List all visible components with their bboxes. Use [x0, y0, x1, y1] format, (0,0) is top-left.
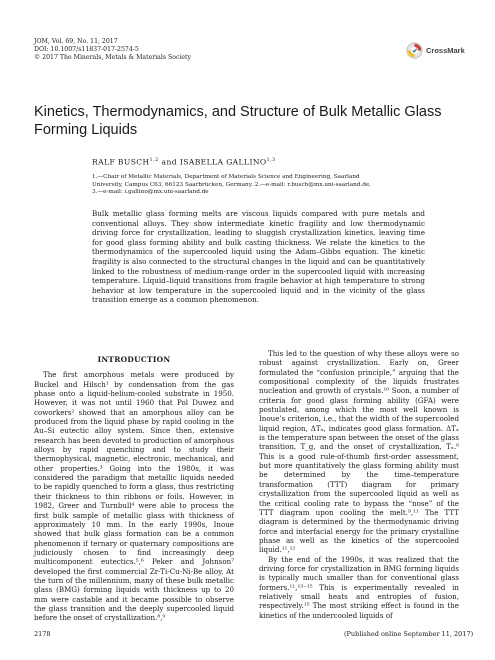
crossmark-label: CrossMark [426, 46, 465, 55]
author-line [92, 157, 276, 167]
crossmark-badge[interactable] [406, 42, 465, 59]
crossmark-icon [406, 42, 423, 59]
affiliation-line-1: 1.—Chair of Metallic Materials, Department of Materials Science and Engineering, Saarland [92, 174, 360, 180]
author-busch: RALF BUSCH [92, 157, 150, 167]
author-conjunction: and [158, 157, 180, 167]
intro-paragraph-2: This led to the question of why these alloys were so robust against crystallization. Early on, Greer formulated the “confusion principle,” arguing that the compositional complexity of the liquids frustrates nucleation and growth of crystals.¹⁰ Soon, a number of criteria for good glass forming ability (GFA) were postulated, among which the most well known is Inoue’s criterion, i.e., that the width of the supercooled liquid region, ΔTₓ, indicates good glass formation. ΔTₓ is the temperature span between the onset of the glass transition, T_g, and the onset of crystallization, Tₓ.⁸ This is a good rule-of-thumb first-order assessment, but more quantitatively the glass forming ability must be determined by the time–temperature transformation (TTT) diagram for primary crystallization from the supercooled liquid as well as the critical cooling rate to bypass the “nose” of the TTT diagram upon cooling the melt.⁹,¹¹ The TTT diagram is determined by the thermodynamic driving force and interfacial energy for the primary crystalline phase as well as the kinetics of the supercooled liquid.¹¹,¹² [259, 349, 459, 555]
publication-date: (Published online September 11, 2017) [344, 630, 474, 638]
article-title: Kinetics, Thermodynamics, and Structure of Bulk Metallic Glass Forming Liquids [34, 104, 442, 138]
intro-paragraph-1: The first amorphous metals were produced by Buckel and Hilsch¹ by condensation from the gas phase onto a liquid-helium-cooled substrate in 1950. However, it was not until 1960 that Pol Duwez and coworkers² showed that an amorphous alloy can be produced from the liquid phase by rapid cooling in the Au–Si eutectic alloy system. Since then, extensive research has been devoted to production of amorphous alloys by rapid quenching and to study their thermophysical, magnetic, electronic, mechanical, and other properties.³ Going into the 1980s, it was considered the paradigm that metallic liquids needed to be rapidly quenched to form a glass, thus restricting their thickness to thin ribbons or foils. However, in 1982, Greer and Turnbull⁴ were able to process the first bulk sample of metallic glass with thickness of approximately 10 mm. In the early 1990s, Inoue showed that bulk glass formation can be a common phenomenon if ternary or quaternary compositions are judiciously chosen to find increasingly deep multicomponent eutectics.⁵,⁶ Peker and Johnson⁷ developed the first commercial Zr-Ti-Cu-Ni-Be alloy. At the turn of the millennium, many of these bulk metallic glass (BMG) forming liquids with thickness up to 20 mm were castable and it became possible to observe the glass transition and the deeply supercooled liquid before the onset of crystallization.⁸,⁹ [34, 370, 234, 623]
intro-paragraph-3: By the end of the 1990s, it was realized that the driving force for crystallization in BMG forming liquids is typically much smaller than for conventional glass formers.¹¹,¹³⁻¹⁵ This is experimentally revealed in relatively small heats and entropies of fusion, respectively.¹⁵ The most striking effect is found in the kinetics of the undercooled liquids of [259, 554, 459, 620]
affiliation-line-3: 3.—e-mail: i.gallino@mx.uni-saarland.de [92, 189, 209, 196]
left-column [34, 349, 234, 623]
journal-citation: JOM, Vol. 69, No. 11, 2017 [34, 38, 118, 45]
author-busch-affil: 1,2 [149, 157, 159, 163]
affiliation-line-2: University, Campus C63, 66123 Saarbrücken, Germany. 2.—e-mail: r.busch@mx.uni-saarland.de. [92, 181, 372, 188]
abstract: Bulk metallic glass forming melts are viscous liquids compared with pure metals and conventional alloys. They show intermediate kinetic fragility and low thermodynamic driving force for crystallization, leading to sluggish crystallization kinetics, leaving time for good glass forming ability and bulk casting thickness. We relate the kinetics to the thermodynamics of the supercooled liquid using the Adam–Gibbs equation. The kinetic fragility is also connected to the structural changes in the liquid and can be quantitatively linked to the robustness of medium-range order in the supercooled liquid with increasing temperature. Liquid–liquid transitions from fragile behavior at high temperature to strong behavior at low temperature in the supercooled liquid and in the vicinity of the glass transition emerge as a common phenomenon. [92, 209, 425, 305]
affiliations [92, 174, 412, 197]
section-heading-introduction: INTRODUCTION [97, 355, 171, 364]
right-column [259, 349, 459, 620]
journal-meta [34, 38, 191, 62]
author-gallino: ISABELLA GALLINO [179, 157, 267, 167]
page-number: 2178 [34, 630, 51, 638]
copyright-notice: © 2017 The Minerals, Metals & Materials Society [34, 54, 192, 61]
doi-link[interactable]: DOI: 10.1007/s11837-017-2574-5 [34, 46, 139, 53]
author-gallino-affil: 1,3 [266, 157, 276, 163]
